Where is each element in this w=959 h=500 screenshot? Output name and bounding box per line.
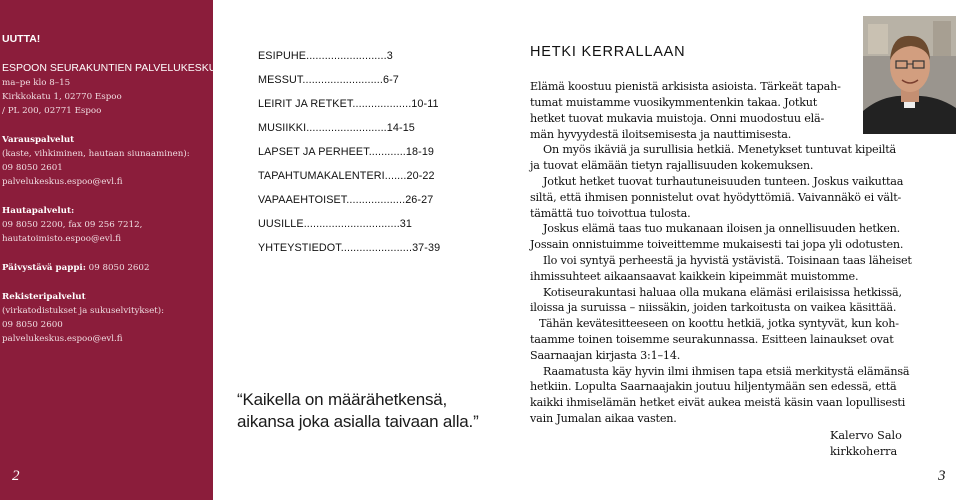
portrait-image — [863, 16, 956, 134]
booking-phone: 09 8050 2601 — [2, 163, 63, 173]
toc-item: MUSIIKKI..........................14-15 — [258, 122, 415, 134]
signature-name: Kalervo Salo — [830, 429, 902, 442]
duty-priest-phone: 09 8050 2602 — [85, 263, 150, 273]
body-line: tämättä tuo toivottua tulosta. — [530, 207, 691, 220]
body-line: Ilo voi syntyä perheestä ja hyvistä ystävistä. Toisinaan taas läheiset — [543, 254, 912, 267]
body-line: ja tuovat elämään tietyn rajallisuuden kokemuksen. — [530, 159, 814, 172]
article-heading: HETKI KERRALLAAN — [530, 44, 686, 60]
toc-item: ESIPUHE..........................3 — [258, 50, 393, 62]
body-line: Tähän kevätesitteeseen on koottu hetkiä, jotka syntyvät, kun koh- — [539, 317, 899, 330]
burial-phone: 09 8050 2200, fax 09 256 7212, — [2, 220, 143, 230]
contact-sidebar — [0, 0, 224, 500]
page-number-left: 2 — [12, 468, 20, 484]
registry-desc: (virkatodistukset ja sukuselvitykset): — [2, 306, 165, 316]
author-photo — [863, 16, 956, 134]
duty-priest-title: Päivystävä pappi: — [2, 263, 86, 273]
body-line: Joskus elämä taas tuo mukanaan iloisen ja onnellisuuden hetken. — [543, 222, 901, 235]
body-line: taamme toinen toisemme seurakunnassa. Esitteen lainaukset ovat — [530, 333, 894, 346]
registry-services-title: Rekisteripalvelut — [2, 292, 86, 302]
body-line: hetket tuovat mukavia muistoja. Onni muodostuu elä- — [530, 112, 825, 125]
toc-item: LAPSET JA PERHEET............18-19 — [258, 146, 435, 158]
quote-line-1: “Kaikella on määrähetkensä, — [237, 390, 448, 409]
body-line: Raamatusta käy hyvin ilmi ihmisen tapa etsiä merkitystä elämänsä — [543, 365, 910, 378]
news-label: UUTTA! — [2, 33, 41, 45]
booking-services-desc: (kaste, vihkiminen, hautaan siunaaminen): — [2, 149, 190, 159]
toc-item: LEIRIT JA RETKET...................10-11 — [258, 98, 439, 110]
body-line: ihmissuhteet aikaansaavat kaikkein kipeimmät muistomme. — [530, 270, 859, 283]
body-line: Jotkut hetket tuovat turhautuneisuuden tunteen. Joskus vaikuttaa — [543, 175, 904, 188]
booking-email: palvelukeskus.espoo@evl.fi — [2, 177, 123, 187]
booking-services-title: Varauspalvelut — [2, 135, 75, 145]
quote-line-2: aikansa joka asialla taivaan alla.” — [237, 412, 479, 431]
burial-email: hautatoimisto.espoo@evl.fi — [2, 234, 122, 244]
body-line: tumat muistamme vuosikymmentenkin takaa. Jotkut — [530, 96, 818, 109]
hours-line: ma–pe klo 8–15 — [2, 78, 71, 88]
signature-title: kirkkoherra — [830, 445, 898, 458]
toc-item: TAPAHTUMAKALENTERI.......20-22 — [258, 170, 435, 182]
body-line: män hyvyydestä iloitsemisesta ja nauttimisesta. — [530, 128, 792, 141]
body-line: Jossain onnistuimme toiveittemme mukaisesti tai jopa yli odotusten. — [530, 238, 904, 251]
toc-item: MESSUT..........................6-7 — [258, 74, 399, 86]
page-number-right: 3 — [938, 468, 946, 484]
body-line: On myös ikäviä ja surullisia hetkiä. Menetykset tuntuvat kipeiltä — [543, 143, 897, 156]
toc-item: VAPAAEHTOISET...................26-27 — [258, 194, 434, 206]
toc-item: YHTEYSTIEDOT.......................37-39 — [258, 242, 441, 254]
registry-phone: 09 8050 2600 — [2, 320, 63, 330]
body-line: Kotiseurakuntasi haluaa olla mukana elämäsi erilaisissa hetkissä, — [543, 286, 902, 299]
body-line: iloissa ja suruissa – niissäkin, joiden tarkoitusta on vaikea käsittää. — [530, 301, 897, 314]
postbox-line: / PL 200, 02771 Espoo — [2, 106, 102, 116]
body-line: kaikki ihmiselämän hetket eivät aukea meistä käsin vaan lopullisesti — [530, 396, 906, 409]
toc-item: UUSILLE...............................31 — [258, 218, 413, 230]
registry-email: palvelukeskus.espoo@evl.fi — [2, 334, 123, 344]
body-line: Saarnaajan kirjasta 3:1–14. — [530, 349, 681, 362]
body-line: siltä, että ihmisen ponnistelut ovat hyödyttömiä. Vaivannäkö ei vält- — [530, 191, 902, 204]
body-line: hetkiin. Lopulta Saarnaajakin joutuu hiljentymään sen edessä, että — [530, 380, 897, 393]
body-line: vain Jumalan aikaa vasten. — [530, 412, 677, 425]
body-line: Elämä koostuu pienistä arkisista asioista. Tärkeät tapah- — [530, 80, 841, 93]
burial-services-title: Hautapalvelut: — [2, 206, 75, 216]
service-center-title: ESPOON SEURAKUNTIEN PALVELUKESKUS — [2, 62, 224, 74]
duty-priest-line — [2, 262, 149, 275]
address-line: Kirkkokatu 1, 02770 Espoo — [2, 92, 122, 102]
